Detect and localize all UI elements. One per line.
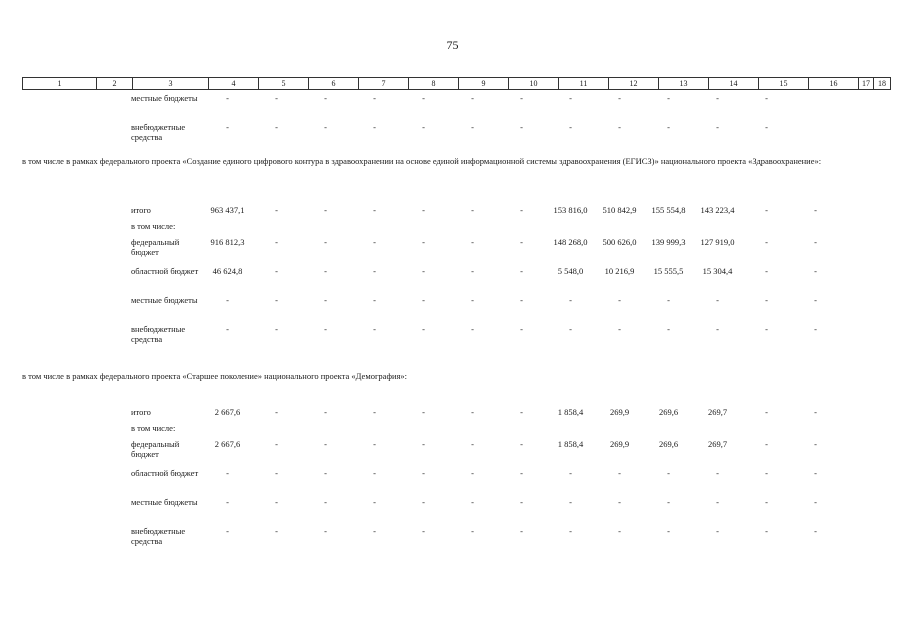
column-header: 3 <box>133 78 209 90</box>
table-cell: - <box>324 439 327 449</box>
table-cell: - <box>814 407 817 417</box>
column-header: 10 <box>509 78 559 90</box>
table-cell: - <box>765 93 768 103</box>
table-cell: - <box>422 497 425 507</box>
page-number: 75 <box>446 38 459 52</box>
table-cell: - <box>324 205 327 215</box>
table-cell: - <box>520 295 523 305</box>
table-cell: - <box>275 439 278 449</box>
table-cell: - <box>765 526 768 536</box>
row-label: местные бюджеты <box>131 295 198 305</box>
table-cell: - <box>765 237 768 247</box>
table-cell: - <box>422 468 425 478</box>
table-cell: - <box>569 122 572 132</box>
table-cell: - <box>814 468 817 478</box>
table-cell: - <box>373 407 376 417</box>
row-label: внебюджетные средства <box>131 324 186 344</box>
table-cell: - <box>716 497 719 507</box>
table-cell: - <box>275 237 278 247</box>
table-cell: 269,6 <box>658 407 679 417</box>
table-cell: - <box>422 407 425 417</box>
table-cell: - <box>520 324 523 334</box>
table-cell: - <box>373 237 376 247</box>
table-cell: - <box>765 266 768 276</box>
table-cell: - <box>569 295 572 305</box>
table-cell: - <box>226 526 229 536</box>
table-cell: - <box>569 93 572 103</box>
table-cell: - <box>520 93 523 103</box>
row-label: внебюджетные средства <box>131 122 186 142</box>
table-cell: - <box>422 237 425 247</box>
table-cell: - <box>618 122 621 132</box>
table-row <box>0 497 905 521</box>
table-cell: - <box>716 526 719 536</box>
table-cell: - <box>716 324 719 334</box>
table-row <box>0 468 905 492</box>
table-cell: - <box>814 439 817 449</box>
table-cell: 15 555,5 <box>653 266 684 276</box>
row-label: итого <box>131 205 151 215</box>
table-cell: - <box>324 295 327 305</box>
column-header: 1 <box>23 78 97 90</box>
table-cell: - <box>471 407 474 417</box>
table-cell: - <box>765 295 768 305</box>
table-cell: - <box>373 439 376 449</box>
table-cell: - <box>520 497 523 507</box>
table-cell: - <box>667 324 670 334</box>
table-cell: - <box>667 526 670 536</box>
column-header: 11 <box>559 78 609 90</box>
table-cell: - <box>373 205 376 215</box>
row-label: внебюджетные средства <box>131 526 186 546</box>
table-cell: - <box>814 266 817 276</box>
table-cell: 148 268,0 <box>553 237 588 247</box>
table-cell: 5 548,0 <box>557 266 584 276</box>
table-cell: 2 667,6 <box>214 439 241 449</box>
table-cell: - <box>324 468 327 478</box>
column-header: 12 <box>609 78 659 90</box>
table-cell: - <box>471 266 474 276</box>
column-header: 16 <box>809 78 859 90</box>
table-cell: - <box>226 122 229 132</box>
table-cell: - <box>471 205 474 215</box>
table-cell: - <box>324 324 327 334</box>
row-label: местные бюджеты <box>131 497 198 507</box>
table-cell: - <box>569 497 572 507</box>
table-cell: - <box>422 122 425 132</box>
table-cell: - <box>520 266 523 276</box>
table-cell: 269,7 <box>707 407 728 417</box>
table-cell: - <box>814 526 817 536</box>
column-header: 2 <box>97 78 133 90</box>
table-row <box>0 122 905 146</box>
note-egisz: в том числе в рамках федерального проекта «Создание единого цифрового контура в здравоохранении на основе единой информационной системы здравоохранения (ЕГИСЗ)» национального проекта «Здравоохранение»: <box>22 156 822 166</box>
table-cell: - <box>373 526 376 536</box>
table-cell: 1 858,4 <box>557 439 584 449</box>
row-label: федеральный бюджет <box>131 439 180 459</box>
table-cell: 15 304,4 <box>702 266 733 276</box>
column-header: 18 <box>874 78 891 90</box>
table-cell: - <box>275 497 278 507</box>
table-row <box>0 439 905 463</box>
row-label: итого <box>131 407 151 417</box>
row-label: областной бюджет <box>131 468 199 478</box>
table-cell: 963 437,1 <box>210 205 245 215</box>
table-cell: - <box>324 407 327 417</box>
row-label: в том числе: <box>131 423 176 433</box>
table-cell: - <box>618 295 621 305</box>
row-label: областной бюджет <box>131 266 199 276</box>
table-cell: - <box>471 324 474 334</box>
table-cell: - <box>667 295 670 305</box>
note-demography: в том числе в рамках федерального проекта «Старшее поколение» национального проекта «Демография»: <box>22 371 408 381</box>
table-cell: - <box>226 324 229 334</box>
table-cell: - <box>373 324 376 334</box>
table-cell: - <box>520 205 523 215</box>
table-cell: 153 816,0 <box>553 205 588 215</box>
table-cell: - <box>618 324 621 334</box>
table-cell: - <box>618 526 621 536</box>
table-cell: - <box>422 295 425 305</box>
table-cell: - <box>765 497 768 507</box>
table-cell: - <box>324 122 327 132</box>
table-cell: - <box>324 93 327 103</box>
table-cell: - <box>618 468 621 478</box>
table-cell: - <box>471 439 474 449</box>
column-header: 9 <box>459 78 509 90</box>
table-cell: - <box>275 324 278 334</box>
table-cell: - <box>422 324 425 334</box>
table-cell: - <box>275 266 278 276</box>
table-cell: - <box>765 468 768 478</box>
table-cell: - <box>373 295 376 305</box>
table-cell: - <box>275 526 278 536</box>
table-cell: - <box>814 497 817 507</box>
table-cell: - <box>765 205 768 215</box>
table-cell: - <box>716 295 719 305</box>
column-header: 6 <box>309 78 359 90</box>
table-cell: - <box>520 122 523 132</box>
row-label: федеральный бюджет <box>131 237 180 257</box>
table-cell: 269,6 <box>658 439 679 449</box>
table-cell: - <box>765 324 768 334</box>
table-cell: - <box>667 122 670 132</box>
table-cell: - <box>471 497 474 507</box>
table-cell: - <box>275 468 278 478</box>
table-cell: - <box>471 468 474 478</box>
table-row <box>0 324 905 348</box>
table-cell: - <box>373 122 376 132</box>
table-cell: - <box>471 526 474 536</box>
table-cell: 10 216,9 <box>604 266 635 276</box>
table-cell: - <box>520 526 523 536</box>
row-label: в том числе: <box>131 221 176 231</box>
column-header: 5 <box>259 78 309 90</box>
table-cell: 127 919,0 <box>700 237 735 247</box>
table-cell: - <box>667 468 670 478</box>
table-cell: 2 667,6 <box>214 407 241 417</box>
table-cell: - <box>226 497 229 507</box>
table-cell: - <box>569 526 572 536</box>
table-cell: 916 812,3 <box>210 237 245 247</box>
table-cell: - <box>226 295 229 305</box>
table-cell: - <box>373 468 376 478</box>
table-row <box>0 237 905 261</box>
table-cell: - <box>618 93 621 103</box>
table-cell: - <box>226 93 229 103</box>
column-header: 14 <box>709 78 759 90</box>
table-cell: - <box>422 526 425 536</box>
table-cell: - <box>765 439 768 449</box>
table-cell: - <box>814 237 817 247</box>
table-cell: - <box>520 407 523 417</box>
table-cell: - <box>471 237 474 247</box>
table-cell: 139 999,3 <box>651 237 686 247</box>
table-cell: 510 842,9 <box>602 205 637 215</box>
table-cell: 46 624,8 <box>212 266 243 276</box>
table-cell: 269,7 <box>707 439 728 449</box>
table-cell: - <box>324 266 327 276</box>
table-row <box>0 93 905 117</box>
table-cell: - <box>520 439 523 449</box>
table-cell: - <box>275 93 278 103</box>
table-cell: - <box>226 468 229 478</box>
table-cell: - <box>275 122 278 132</box>
row-label: местные бюджеты <box>131 93 198 103</box>
table-cell: - <box>373 93 376 103</box>
table-cell: - <box>716 122 719 132</box>
column-number-header <box>22 77 891 90</box>
column-header: 15 <box>759 78 809 90</box>
table-cell: 269,9 <box>609 407 630 417</box>
table-cell: - <box>471 122 474 132</box>
table-cell: - <box>275 295 278 305</box>
table-cell: - <box>814 324 817 334</box>
table-cell: - <box>422 266 425 276</box>
table-cell: - <box>716 468 719 478</box>
column-header: 8 <box>409 78 459 90</box>
column-header: 17 <box>859 78 874 90</box>
table-cell: - <box>422 205 425 215</box>
table-cell: - <box>275 407 278 417</box>
table-cell: 155 554,8 <box>651 205 686 215</box>
table-row <box>0 266 905 290</box>
table-cell: - <box>422 439 425 449</box>
table-cell: - <box>324 497 327 507</box>
table-cell: - <box>569 324 572 334</box>
table-cell: - <box>814 205 817 215</box>
table-cell: - <box>667 497 670 507</box>
table-cell: - <box>765 407 768 417</box>
table-cell: - <box>471 93 474 103</box>
table-cell: - <box>324 526 327 536</box>
table-cell: 269,9 <box>609 439 630 449</box>
table-cell: - <box>814 295 817 305</box>
table-cell: - <box>765 122 768 132</box>
table-cell: - <box>520 237 523 247</box>
table-cell: - <box>520 468 523 478</box>
table-row <box>0 295 905 319</box>
table-cell: - <box>471 295 474 305</box>
table-cell: - <box>324 237 327 247</box>
table-cell: - <box>667 93 670 103</box>
table-cell: 500 626,0 <box>602 237 637 247</box>
table-cell: - <box>422 93 425 103</box>
table-cell: - <box>373 266 376 276</box>
table-cell: 1 858,4 <box>557 407 584 417</box>
table-cell: 143 223,4 <box>700 205 735 215</box>
table-cell: - <box>569 468 572 478</box>
table-row <box>0 526 905 550</box>
table-cell: - <box>373 497 376 507</box>
table-cell: - <box>275 205 278 215</box>
header-row <box>23 78 891 90</box>
column-header: 13 <box>659 78 709 90</box>
column-header: 7 <box>359 78 409 90</box>
column-header: 4 <box>209 78 259 90</box>
table-cell: - <box>716 93 719 103</box>
table-cell: - <box>618 497 621 507</box>
